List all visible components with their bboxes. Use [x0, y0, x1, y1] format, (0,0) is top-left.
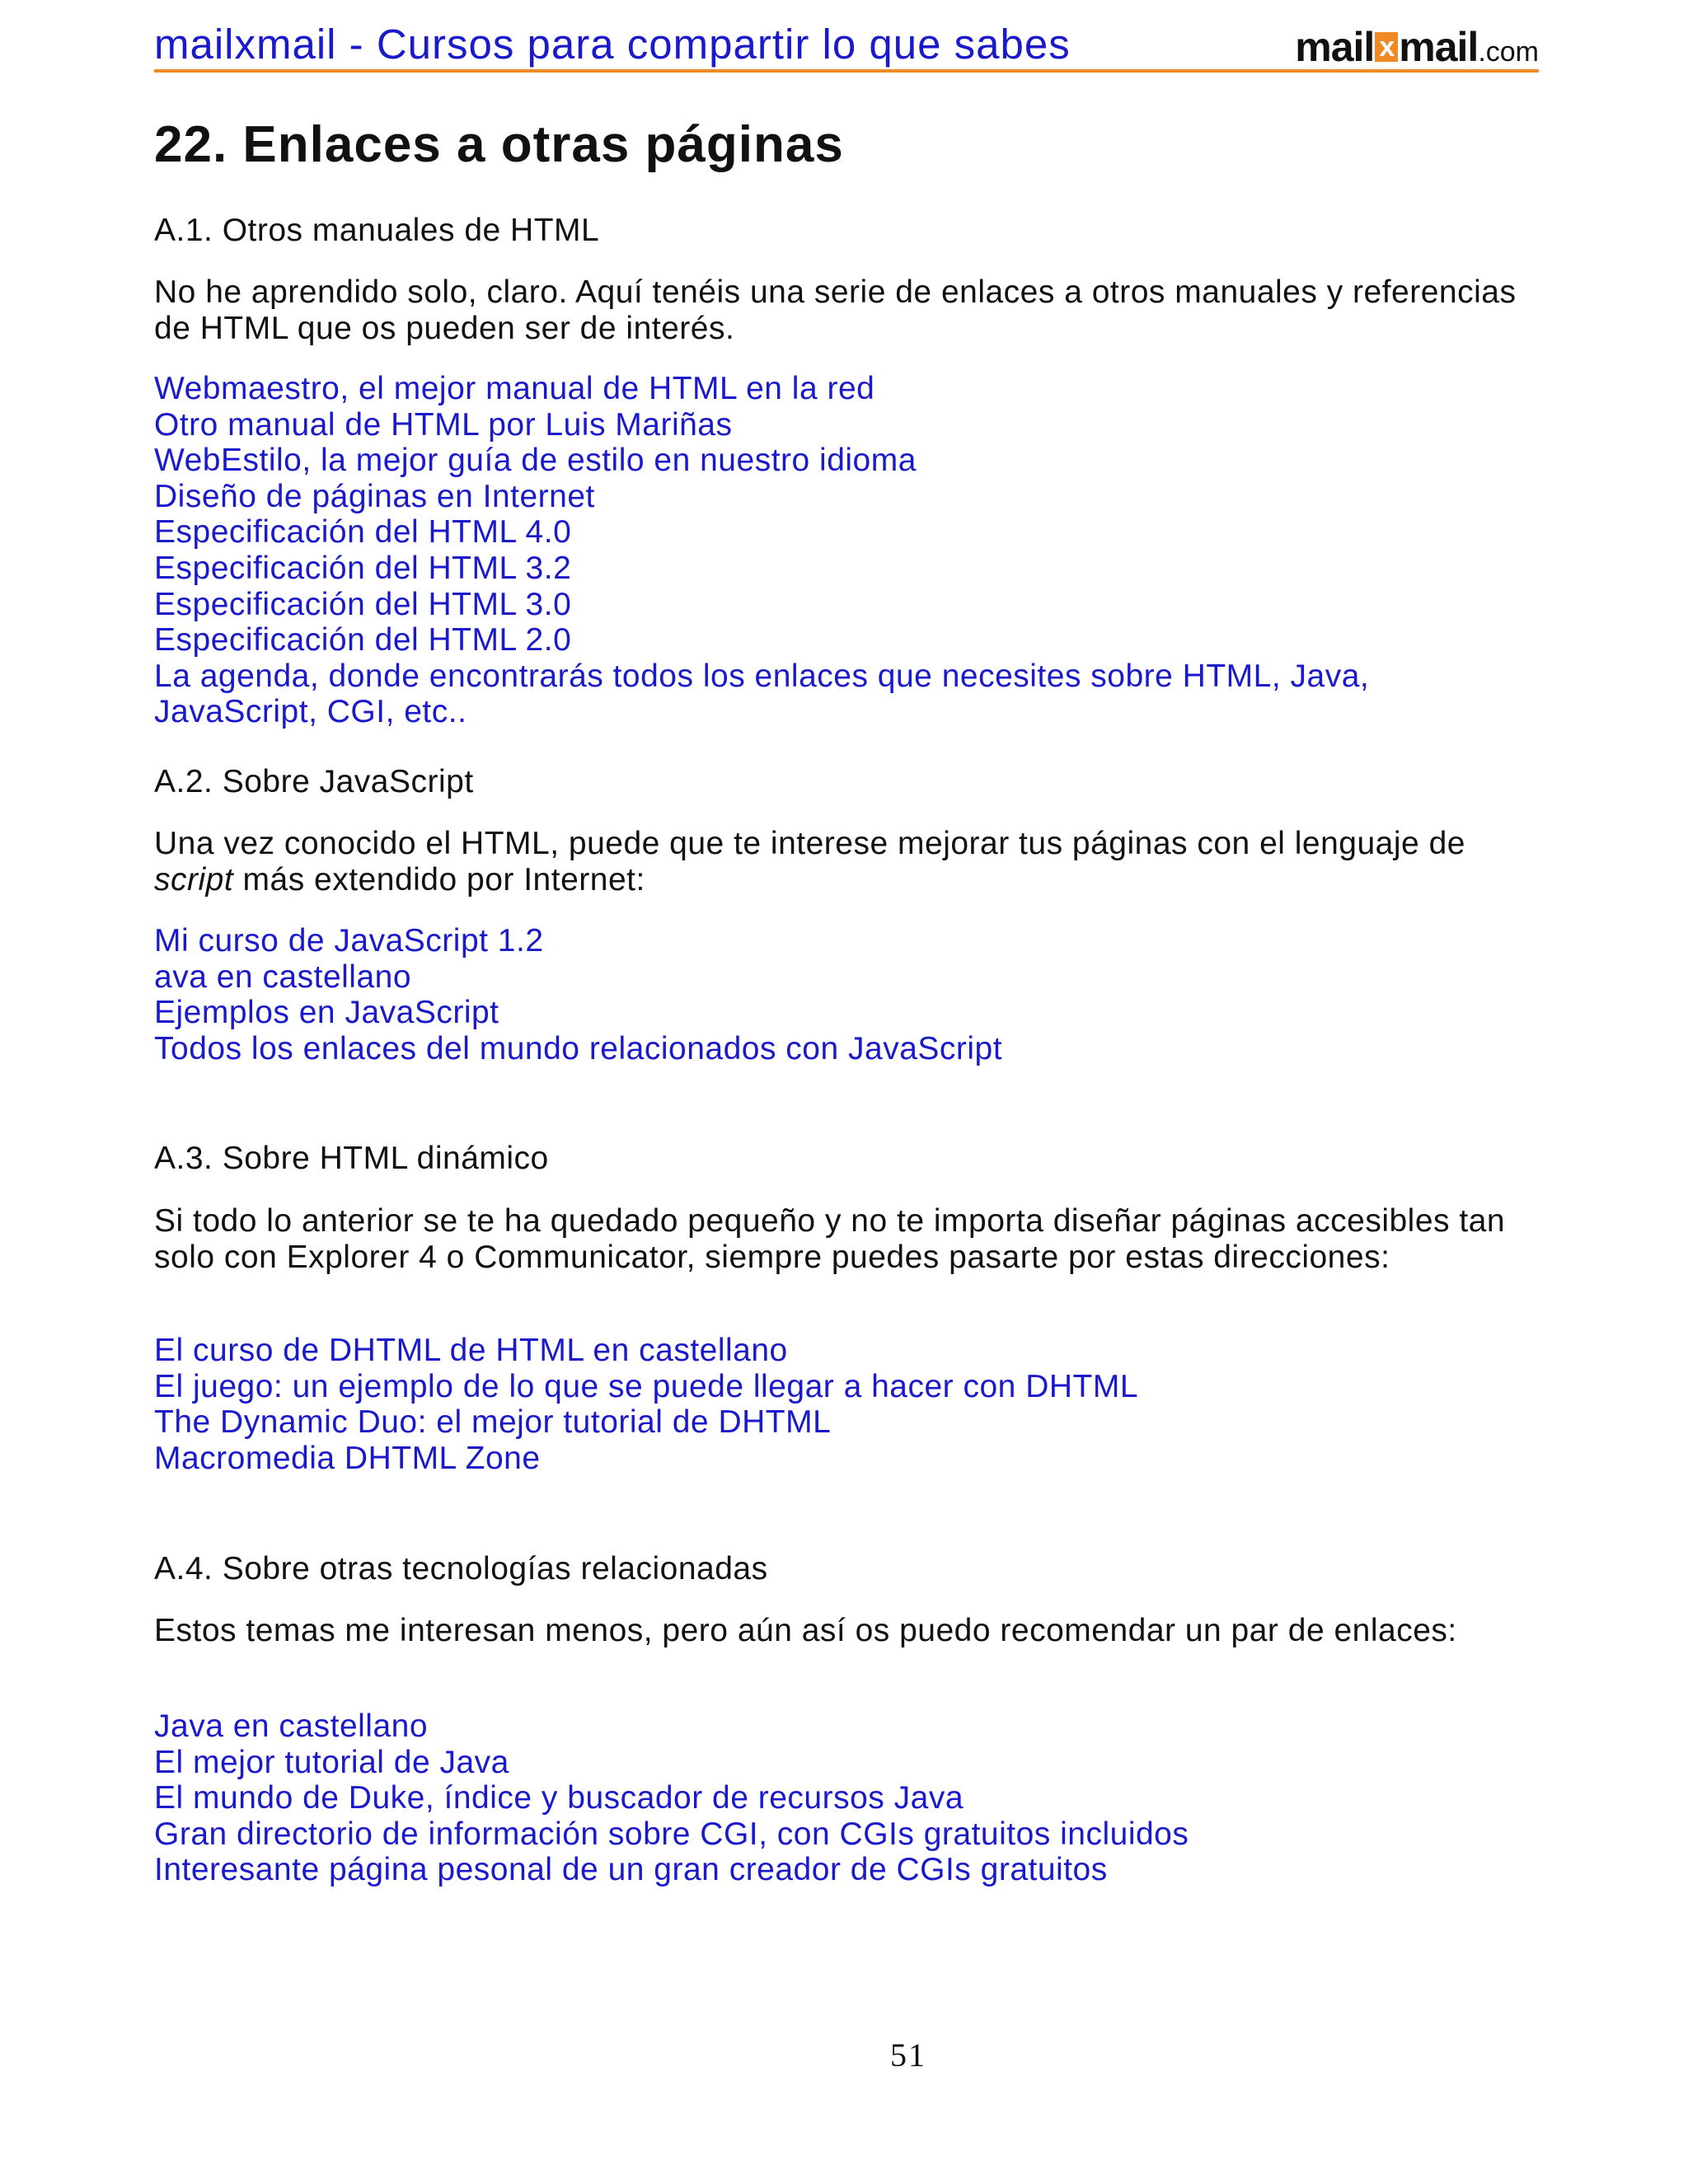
section-title-a2: A.2. Sobre JavaScript [154, 764, 474, 799]
link-item[interactable]: ava en castellano [154, 958, 412, 995]
link-item[interactable]: El curso de DHTML de HTML en castellano [154, 1333, 788, 1368]
link-item[interactable]: Webmaestro, el mejor manual de HTML en la red [154, 371, 875, 406]
link-item[interactable]: Java en castellano [154, 1708, 429, 1744]
link-item[interactable]: El mejor tutorial de Java [154, 1744, 509, 1780]
link-item[interactable]: Especificación del HTML 3.2 [154, 550, 572, 586]
link-item[interactable]: El juego: un ejemplo de lo que se puede llegar a hacer con DHTML [154, 1368, 1139, 1404]
link-item[interactable]: El mundo de Duke, índice y buscador de recursos Java [154, 1780, 964, 1816]
link-item[interactable]: Otro manual de HTML por Luis Mariñas [154, 406, 733, 443]
mailxmail-logo: mail x mail.com [1295, 24, 1539, 70]
link-item[interactable]: The Dynamic Duo: el mejor tutorial de DHTML [154, 1404, 832, 1441]
link-item[interactable]: Macromedia DHTML Zone [154, 1440, 541, 1476]
link-list-a3 [154, 1333, 1539, 1476]
header-title: mailxmail - Cursos para compartir lo que sabes [154, 21, 1071, 68]
page-number: 51 [890, 2036, 926, 2074]
link-item[interactable]: Ejemplos en JavaScript [154, 995, 499, 1031]
link-list-a4 [154, 1708, 1539, 1888]
link-item[interactable]: Diseño de páginas en Internet [154, 478, 595, 514]
link-item[interactable]: La agenda, donde encontrarás todos los enlaces que necesites sobre HTML, Java, [154, 658, 1370, 694]
link-item[interactable]: Gran directorio de información sobre CGI, con CGIs gratuitos incluidos [154, 1816, 1189, 1852]
section-intro-a1: No he aprendido solo, claro. Aquí tenéis una serie de enlaces a otros manuales y referencias de HTML que os pueden ser de interés. [154, 274, 1517, 346]
link-item[interactable]: Interesante página pesonal de un gran creador de CGIs gratuitos [154, 1852, 1108, 1888]
section-title-a4: A.4. Sobre otras tecnologías relacionadas [154, 1551, 768, 1586]
link-item[interactable]: Especificación del HTML 2.0 [154, 622, 572, 658]
section-intro-a4: Estos temas me interesan menos, pero aún así os puedo recomendar un par de enlaces: [154, 1613, 1457, 1648]
link-item[interactable]: Todos los enlaces del mundo relacionados con JavaScript [154, 1030, 1003, 1066]
link-list-a1 [154, 371, 1539, 730]
section-title-a1: A.1. Otros manuales de HTML [154, 213, 600, 248]
section-intro-a3: Si todo lo anterior se te ha quedado pequeño y no te importa diseñar páginas accesibles tan solo con Explorer 4 o Communicator, siempre puedes pasarte por estas direcciones: [154, 1203, 1506, 1275]
page-title: 22. Enlaces a otras páginas [154, 116, 844, 173]
section-title-a3: A.3. Sobre HTML dinámico [154, 1141, 549, 1176]
link-item[interactable]: Mi curso de JavaScript 1.2 [154, 923, 544, 958]
page-header [154, 15, 1539, 73]
link-item[interactable]: Especificación del HTML 4.0 [154, 514, 572, 551]
link-item[interactable]: WebEstilo, la mejor guía de estilo en nuestro idioma [154, 443, 917, 479]
link-item[interactable]: Especificación del HTML 3.0 [154, 586, 572, 622]
section-intro-a2: Una vez conocido el HTML, puede que te interese mejorar tus páginas con el lenguaje de script más extendido por Internet: [154, 826, 1465, 898]
link-item[interactable]: JavaScript, CGI, etc.. [154, 694, 467, 730]
link-list-a2 [154, 923, 1539, 1066]
